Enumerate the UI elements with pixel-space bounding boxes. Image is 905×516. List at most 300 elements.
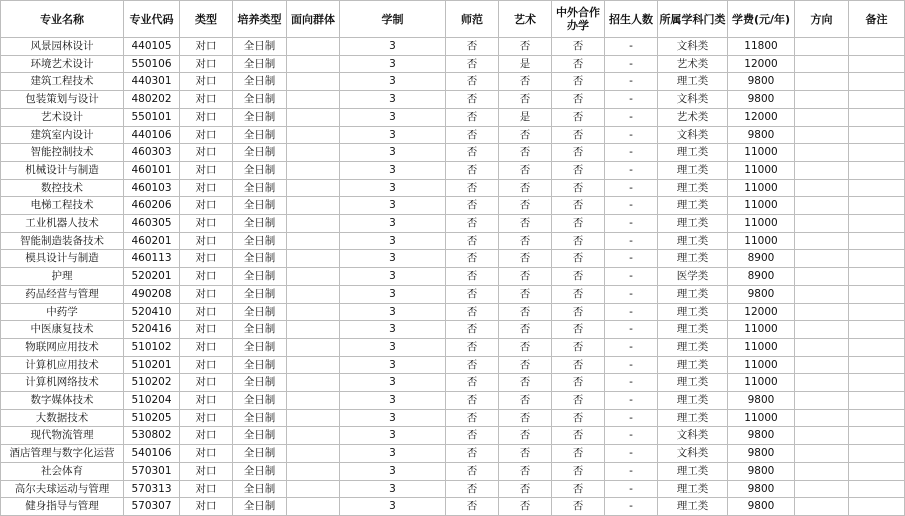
table-cell	[849, 38, 905, 56]
table-cell: 否	[499, 321, 552, 339]
table-cell: 社会体育	[1, 462, 124, 480]
table-cell: 550101	[124, 108, 180, 126]
table-cell: 11000	[728, 321, 795, 339]
table-cell	[287, 232, 340, 250]
table-cell: 艺术类	[658, 55, 728, 73]
table-cell	[287, 338, 340, 356]
table-cell: 3	[340, 126, 446, 144]
table-cell: 理工类	[658, 179, 728, 197]
table-cell	[795, 215, 849, 233]
table-cell: 否	[552, 285, 605, 303]
table-cell: 数字媒体技术	[1, 392, 124, 410]
table-cell: 否	[499, 126, 552, 144]
table-cell: 480202	[124, 91, 180, 109]
table-cell	[795, 144, 849, 162]
table-cell: 3	[340, 427, 446, 445]
table-cell	[795, 126, 849, 144]
table-cell: 否	[499, 285, 552, 303]
table-cell: 文科类	[658, 427, 728, 445]
column-header: 招生人数	[605, 1, 658, 38]
table-cell	[849, 91, 905, 109]
table-cell	[287, 73, 340, 91]
column-header: 方向	[795, 1, 849, 38]
table-cell: 否	[446, 250, 499, 268]
table-cell	[287, 285, 340, 303]
table-cell	[849, 356, 905, 374]
table-cell: 大数据技术	[1, 409, 124, 427]
table-cell: 是	[499, 108, 552, 126]
table-cell: 3	[340, 197, 446, 215]
table-cell: 理工类	[658, 321, 728, 339]
table-row	[1, 285, 905, 303]
table-cell: 风景园林设计	[1, 38, 124, 56]
table-cell: 3	[340, 161, 446, 179]
table-cell: 540106	[124, 445, 180, 463]
table-cell: 460103	[124, 179, 180, 197]
table-cell: 否	[499, 303, 552, 321]
table-cell	[795, 338, 849, 356]
table-cell: 11800	[728, 38, 795, 56]
table-cell: 460303	[124, 144, 180, 162]
table-cell: 否	[499, 144, 552, 162]
table-cell	[287, 91, 340, 109]
table-cell	[287, 108, 340, 126]
table-cell: 理工类	[658, 232, 728, 250]
table-cell: 3	[340, 268, 446, 286]
table-cell: 文科类	[658, 126, 728, 144]
table-cell: 否	[552, 338, 605, 356]
table-cell: -	[605, 250, 658, 268]
table-cell: 全日制	[233, 338, 287, 356]
table-cell: 对口	[180, 285, 233, 303]
table-cell: 对口	[180, 303, 233, 321]
table-cell: 计算机应用技术	[1, 356, 124, 374]
table-cell: 3	[340, 445, 446, 463]
table-cell	[287, 374, 340, 392]
table-cell: 11000	[728, 161, 795, 179]
table-cell: 现代物流管理	[1, 427, 124, 445]
table-cell	[849, 445, 905, 463]
table-cell	[287, 161, 340, 179]
table-cell: 否	[499, 179, 552, 197]
table-cell: 9800	[728, 73, 795, 91]
table-cell	[287, 409, 340, 427]
table-cell: 对口	[180, 144, 233, 162]
table-cell: -	[605, 144, 658, 162]
table-cell	[849, 338, 905, 356]
table-cell: 否	[552, 356, 605, 374]
table-cell	[849, 179, 905, 197]
table-cell: 440301	[124, 73, 180, 91]
table-cell: 9800	[728, 462, 795, 480]
table-cell: 520410	[124, 303, 180, 321]
table-row	[1, 338, 905, 356]
table-cell: 对口	[180, 91, 233, 109]
table-cell	[849, 462, 905, 480]
table-row	[1, 321, 905, 339]
table-cell: 9800	[728, 126, 795, 144]
table-cell: 建筑工程技术	[1, 73, 124, 91]
table-cell: 否	[552, 268, 605, 286]
table-cell: 全日制	[233, 161, 287, 179]
table-cell	[795, 498, 849, 516]
table-cell	[795, 179, 849, 197]
table-cell: 否	[446, 445, 499, 463]
table-cell: 否	[499, 427, 552, 445]
table-row	[1, 38, 905, 56]
table-row	[1, 91, 905, 109]
table-cell	[795, 303, 849, 321]
table-cell: 对口	[180, 338, 233, 356]
table-cell: 9800	[728, 427, 795, 445]
table-cell: 11000	[728, 144, 795, 162]
table-cell: 全日制	[233, 55, 287, 73]
table-cell	[849, 126, 905, 144]
table-cell	[287, 197, 340, 215]
column-header: 学制	[340, 1, 446, 38]
table-cell: 否	[499, 392, 552, 410]
table-cell: 3	[340, 321, 446, 339]
table-cell: 否	[446, 427, 499, 445]
table-cell: 否	[499, 338, 552, 356]
table-cell: 否	[552, 250, 605, 268]
table-cell: -	[605, 392, 658, 410]
table-cell: -	[605, 321, 658, 339]
table-cell: 艺术类	[658, 108, 728, 126]
table-row	[1, 374, 905, 392]
table-cell	[849, 409, 905, 427]
table-cell: 全日制	[233, 144, 287, 162]
table-cell: 建筑室内设计	[1, 126, 124, 144]
table-cell	[849, 161, 905, 179]
table-cell: 否	[552, 462, 605, 480]
table-cell: 理工类	[658, 462, 728, 480]
table-row	[1, 303, 905, 321]
table-cell	[849, 321, 905, 339]
table-cell: 对口	[180, 250, 233, 268]
table-cell: -	[605, 356, 658, 374]
table-cell	[287, 462, 340, 480]
table-cell: -	[605, 126, 658, 144]
table-cell: 否	[552, 409, 605, 427]
table-cell: 全日制	[233, 303, 287, 321]
table-cell: 文科类	[658, 91, 728, 109]
table-cell: 是	[499, 55, 552, 73]
table-cell: 3	[340, 38, 446, 56]
table-cell: -	[605, 161, 658, 179]
header-row	[1, 1, 905, 38]
table-cell	[795, 55, 849, 73]
table-cell: -	[605, 480, 658, 498]
table-cell: 高尔夫球运动与管理	[1, 480, 124, 498]
table-cell: 否	[552, 108, 605, 126]
table-cell: -	[605, 498, 658, 516]
table-cell: 否	[552, 55, 605, 73]
table-cell	[849, 232, 905, 250]
table-cell	[795, 392, 849, 410]
table-cell: 9800	[728, 285, 795, 303]
table-cell: 3	[340, 392, 446, 410]
table-cell: 否	[499, 38, 552, 56]
table-cell	[795, 73, 849, 91]
table-cell: 工业机器人技术	[1, 215, 124, 233]
table-cell: 理工类	[658, 197, 728, 215]
table-cell: 否	[446, 108, 499, 126]
table-cell: 3	[340, 498, 446, 516]
table-cell: -	[605, 232, 658, 250]
table-cell: 11000	[728, 215, 795, 233]
table-cell: 全日制	[233, 91, 287, 109]
table-cell	[849, 108, 905, 126]
table-cell	[849, 285, 905, 303]
table-cell: 全日制	[233, 250, 287, 268]
table-cell: 文科类	[658, 445, 728, 463]
table-cell: 否	[446, 232, 499, 250]
table-cell: 全日制	[233, 392, 287, 410]
table-cell	[795, 374, 849, 392]
table-cell: 中药学	[1, 303, 124, 321]
table-cell: 全日制	[233, 321, 287, 339]
table-cell: 否	[446, 38, 499, 56]
table-cell: 520416	[124, 321, 180, 339]
table-cell: 否	[499, 215, 552, 233]
table-cell	[287, 480, 340, 498]
table-cell: 对口	[180, 73, 233, 91]
table-cell: 对口	[180, 392, 233, 410]
table-cell: 12000	[728, 108, 795, 126]
table-cell: 理工类	[658, 144, 728, 162]
table-cell: 否	[446, 356, 499, 374]
table-body	[1, 38, 905, 516]
table-cell: 否	[499, 498, 552, 516]
table-cell	[795, 445, 849, 463]
table-cell: 510102	[124, 338, 180, 356]
table-cell: 否	[499, 445, 552, 463]
table-cell: 否	[446, 73, 499, 91]
table-cell	[795, 232, 849, 250]
table-cell: 否	[499, 91, 552, 109]
table-cell: 9800	[728, 498, 795, 516]
column-header: 学费(元/年)	[728, 1, 795, 38]
table-cell: 3	[340, 462, 446, 480]
table-cell: 否	[499, 73, 552, 91]
table-cell: 对口	[180, 427, 233, 445]
table-cell: 11000	[728, 374, 795, 392]
table-cell: 3	[340, 179, 446, 197]
table-cell: 460305	[124, 215, 180, 233]
table-cell: 智能制造装备技术	[1, 232, 124, 250]
table-cell: 否	[499, 268, 552, 286]
table-cell: -	[605, 108, 658, 126]
table-cell: 9800	[728, 480, 795, 498]
table-cell: -	[605, 427, 658, 445]
table-cell: 否	[446, 179, 499, 197]
table-cell: 物联网应用技术	[1, 338, 124, 356]
table-cell: 440106	[124, 126, 180, 144]
table-cell: -	[605, 303, 658, 321]
table-cell: 12000	[728, 55, 795, 73]
table-row	[1, 356, 905, 374]
table-cell: 对口	[180, 197, 233, 215]
table-cell	[849, 197, 905, 215]
table-row	[1, 462, 905, 480]
table-row	[1, 250, 905, 268]
table-cell: 否	[552, 427, 605, 445]
table-cell: 中医康复技术	[1, 321, 124, 339]
table-cell: -	[605, 462, 658, 480]
table-cell: 否	[552, 303, 605, 321]
table-cell: 11000	[728, 232, 795, 250]
table-cell: 否	[446, 55, 499, 73]
table-cell: 否	[552, 445, 605, 463]
table-cell	[849, 73, 905, 91]
table-cell: -	[605, 55, 658, 73]
table-cell	[849, 427, 905, 445]
table-row	[1, 55, 905, 73]
table-cell: 490208	[124, 285, 180, 303]
table-cell	[849, 215, 905, 233]
column-header: 备注	[849, 1, 905, 38]
table-cell: 否	[552, 73, 605, 91]
table-cell	[287, 303, 340, 321]
table-cell: 对口	[180, 161, 233, 179]
table-cell: 理工类	[658, 303, 728, 321]
table-cell: -	[605, 374, 658, 392]
table-cell	[795, 356, 849, 374]
table-cell: 3	[340, 480, 446, 498]
table-cell	[795, 161, 849, 179]
table-cell: 全日制	[233, 285, 287, 303]
table-cell: 11000	[728, 338, 795, 356]
table-cell: 否	[552, 321, 605, 339]
table-cell: 对口	[180, 374, 233, 392]
table-cell: 全日制	[233, 197, 287, 215]
table-cell: 全日制	[233, 232, 287, 250]
table-cell: 否	[499, 232, 552, 250]
table-cell: 对口	[180, 480, 233, 498]
table-cell	[287, 38, 340, 56]
table-cell: 460101	[124, 161, 180, 179]
table-cell	[795, 285, 849, 303]
table-cell: 理工类	[658, 73, 728, 91]
table-cell: -	[605, 215, 658, 233]
table-row	[1, 409, 905, 427]
table-cell: 全日制	[233, 427, 287, 445]
table-cell	[287, 126, 340, 144]
table-cell: 否	[552, 480, 605, 498]
table-cell: 对口	[180, 409, 233, 427]
table-cell: 570301	[124, 462, 180, 480]
table-row	[1, 392, 905, 410]
table-cell: 460113	[124, 250, 180, 268]
table-cell: 3	[340, 55, 446, 73]
table-cell	[795, 38, 849, 56]
table-cell: 对口	[180, 55, 233, 73]
table-cell: 酒店管理与数字化运营	[1, 445, 124, 463]
table-cell: 11000	[728, 179, 795, 197]
table-cell: 440105	[124, 38, 180, 56]
table-cell: 全日制	[233, 356, 287, 374]
table-cell: 否	[552, 91, 605, 109]
table-cell: -	[605, 285, 658, 303]
table-cell: 否	[552, 38, 605, 56]
table-cell: 否	[552, 126, 605, 144]
table-row	[1, 215, 905, 233]
table-cell	[795, 250, 849, 268]
table-cell: 对口	[180, 232, 233, 250]
table-cell: 全日制	[233, 480, 287, 498]
table-cell: 否	[552, 232, 605, 250]
table-cell: 药品经营与管理	[1, 285, 124, 303]
table-cell: 否	[446, 215, 499, 233]
table-cell: -	[605, 91, 658, 109]
table-cell: 9800	[728, 91, 795, 109]
table-cell	[795, 108, 849, 126]
table-cell: 否	[446, 91, 499, 109]
table-cell: 否	[499, 409, 552, 427]
table-cell: 医学类	[658, 268, 728, 286]
table-cell: -	[605, 268, 658, 286]
table-cell: 否	[499, 356, 552, 374]
table-cell: 对口	[180, 321, 233, 339]
table-cell: 理工类	[658, 498, 728, 516]
table-cell	[795, 462, 849, 480]
table-cell	[795, 321, 849, 339]
table-cell: 3	[340, 232, 446, 250]
table-cell: 8900	[728, 250, 795, 268]
table-row	[1, 445, 905, 463]
table-cell: 570307	[124, 498, 180, 516]
table-cell: -	[605, 197, 658, 215]
table-cell	[849, 144, 905, 162]
table-cell: 否	[552, 392, 605, 410]
table-cell: 电梯工程技术	[1, 197, 124, 215]
table-cell: 3	[340, 356, 446, 374]
table-row	[1, 73, 905, 91]
table-cell: 否	[446, 409, 499, 427]
table-cell: 11000	[728, 197, 795, 215]
table-cell	[287, 55, 340, 73]
table-cell	[795, 409, 849, 427]
table-cell: 3	[340, 338, 446, 356]
table-cell: 否	[552, 161, 605, 179]
table-cell: 对口	[180, 179, 233, 197]
table-cell	[849, 480, 905, 498]
table-cell	[849, 303, 905, 321]
table-cell: 理工类	[658, 215, 728, 233]
table-cell: 510202	[124, 374, 180, 392]
table-cell	[287, 356, 340, 374]
table-cell: 否	[552, 197, 605, 215]
table-cell: 全日制	[233, 462, 287, 480]
table-cell: 8900	[728, 268, 795, 286]
table-cell: 否	[446, 126, 499, 144]
table-cell	[795, 91, 849, 109]
table-cell: 3	[340, 73, 446, 91]
table-cell: 9800	[728, 445, 795, 463]
table-cell: 理工类	[658, 374, 728, 392]
table-cell: 3	[340, 250, 446, 268]
table-cell: 否	[552, 498, 605, 516]
column-header: 中外合作办学	[552, 1, 605, 38]
table-row	[1, 268, 905, 286]
table-row	[1, 179, 905, 197]
table-cell: 全日制	[233, 498, 287, 516]
table-cell: 全日制	[233, 215, 287, 233]
table-cell: 否	[552, 144, 605, 162]
table-cell: 全日制	[233, 374, 287, 392]
table-cell: 否	[499, 197, 552, 215]
